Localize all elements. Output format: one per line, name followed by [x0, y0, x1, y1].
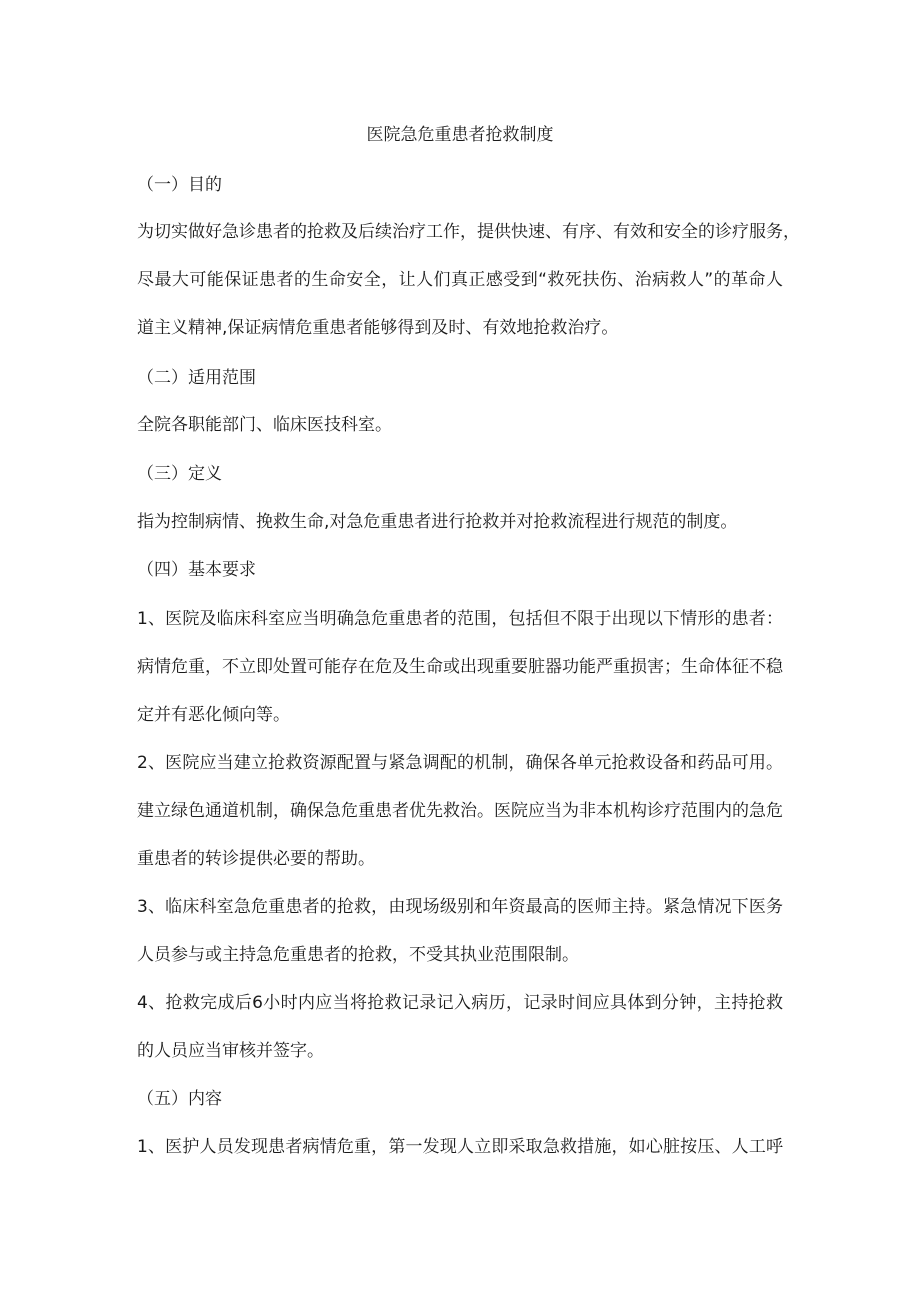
paragraph-line: 建立绿色通道机制，确保急危重患者优先救治。医院应当为非本机构诊疗范围内的急危 [137, 801, 783, 821]
section-heading-definition: （三）定义 [137, 464, 222, 484]
section-heading-purpose: （一）目的 [137, 175, 222, 195]
paragraph-line: 病情危重，不立即处置可能存在危及生命或出现重要脏器功能严重损害；生命体征不稳 [137, 657, 783, 677]
section-heading-requirements: （四）基本要求 [137, 560, 256, 580]
paragraph-line: 1、医院及临床科室应当明确急危重患者的范围，包括但不限于出现以下情形的患者： [137, 609, 783, 629]
paragraph-line: 指为控制病情、挽救生命,对急危重患者进行抢救并对抢救流程进行规范的制度。 [137, 512, 738, 532]
document-title: 医院急危重患者抢救制度 [366, 125, 554, 145]
paragraph-line: 4、抢救完成后6小时内应当将抢救记录记入病历，记录时间应具体到分钟，主持抢救 [137, 993, 783, 1013]
paragraph-line: 道主义精神,保证病情危重患者能够得到及时、有效地抢救治疗。 [137, 318, 619, 338]
paragraph-line: 重患者的转诊提供必要的帮助。 [137, 849, 375, 869]
paragraph-line: 尽最大可能保证患者的生命安全，让人们真正感受到“救死扶伤、治病救人”的革命人 [137, 270, 783, 290]
paragraph-line: 2、医院应当建立抢救资源配置与紧急调配的机制，确保各单元抢救设备和药品可用。 [137, 753, 783, 773]
paragraph-line: 1、医护人员发现患者病情危重，第一发现人立即采取急救措施，如心脏按压、人工呼 [137, 1137, 783, 1157]
section-heading-content: （五）内容 [137, 1089, 222, 1109]
paragraph-line: 人员参与或主持急危重患者的抢救，不受其执业范围限制。 [137, 945, 579, 965]
section-heading-scope: （二）适用范围 [137, 368, 256, 388]
paragraph-line: 为切实做好急诊患者的抢救及后续治疗工作，提供快速、有序、有效和安全的诊疗服务， [137, 222, 800, 242]
paragraph-line: 定并有恶化倾向等。 [137, 705, 290, 725]
paragraph-line: 的人员应当审核并签字。 [137, 1041, 324, 1061]
paragraph-line: 全院各职能部门、临床医技科室。 [137, 415, 392, 435]
paragraph-line: 3、临床科室急危重患者的抢救，由现场级别和年资最高的医师主持。紧急情况下医务 [137, 897, 783, 917]
